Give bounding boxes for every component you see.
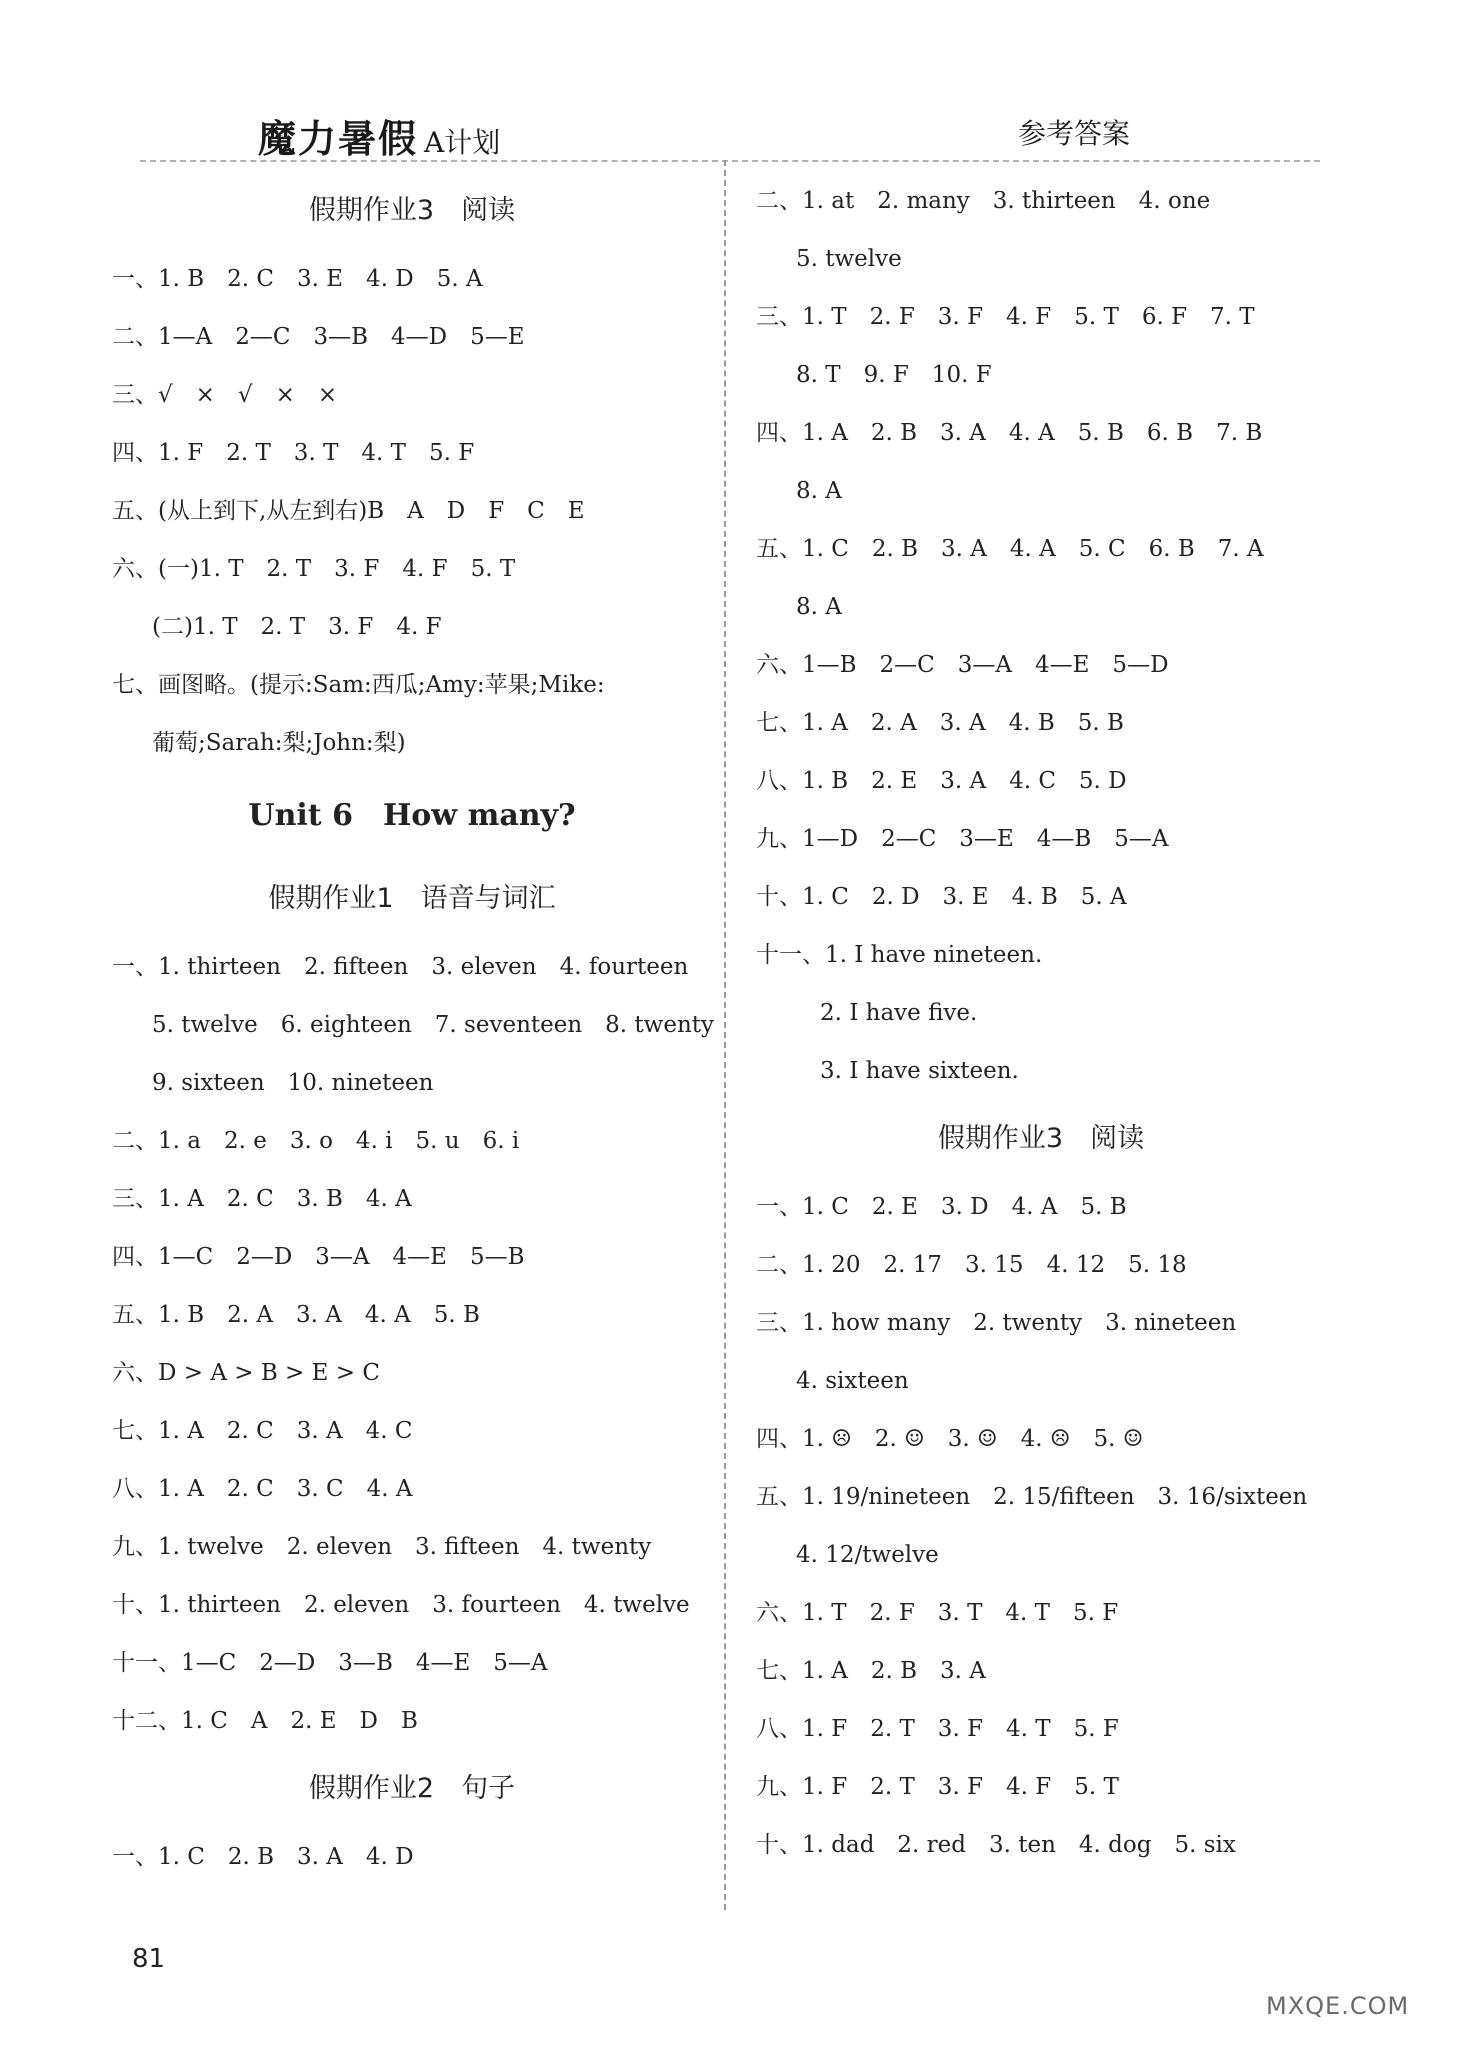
answer-line: 五、1. C 2. B 3. A 4. A 5. C 6. B 7. A: [756, 536, 1264, 562]
answer-line: 2. I have five.: [820, 1000, 978, 1026]
answer-line: 三、1. how many 2. twenty 3. nineteen: [756, 1310, 1237, 1336]
answer-line: 一、1. B 2. C 3. E 4. D 5. A: [112, 266, 483, 292]
answer-line: 十、1. thirteen 2. eleven 3. fourteen 4. twelve: [112, 1592, 690, 1618]
answer-line: 十二、1. C A 2. E D B: [112, 1708, 418, 1734]
answer-line: 8. A: [796, 594, 842, 620]
column-divider: [724, 160, 726, 1910]
book-title-sub: A计划: [424, 126, 501, 159]
answer-line: 七、画图略。(提示:Sam:西瓜;Amy:苹果;Mike:: [112, 672, 605, 698]
answer-line: 三、1. A 2. C 3. B 4. A: [112, 1186, 412, 1212]
answer-line: 十一、1—C 2—D 3—B 4—E 5—A: [112, 1650, 548, 1676]
answer-line: 四、1—C 2—D 3—A 4—E 5—B: [112, 1244, 525, 1270]
answer-line: 十、1. dad 2. red 3. ten 4. dog 5. six: [756, 1832, 1236, 1858]
answer-line: 九、1. F 2. T 3. F 4. F 5. T: [756, 1774, 1119, 1800]
answer-line: 8. T 9. F 10. F: [796, 362, 992, 388]
answer-line: 四、1. ☹ 2. ☺ 3. ☺ 4. ☹ 5. ☺: [756, 1426, 1144, 1452]
answer-line: 五、1. B 2. A 3. A 4. A 5. B: [112, 1302, 480, 1328]
answer-line: 二、1—A 2—C 3—B 4—D 5—E: [112, 324, 525, 350]
answer-line: 二、1. at 2. many 3. thirteen 4. one: [756, 188, 1211, 214]
page-heading: 参考答案: [1018, 117, 1131, 150]
answer-line: 二、1. a 2. e 3. o 4. i 5. u 6. i: [112, 1128, 520, 1154]
section-heading: 假期作业3 阅读: [308, 195, 516, 226]
answer-line: 十一、1. I have nineteen.: [756, 942, 1043, 968]
left-column: [112, 172, 715, 1886]
answer-line: 三、√ × √ × ×: [112, 382, 338, 408]
answer-line: 一、1. C 2. E 3. D 4. A 5. B: [756, 1194, 1127, 1220]
answer-line: 十、1. C 2. D 3. E 4. B 5. A: [756, 884, 1127, 910]
answer-line: 5. twelve: [796, 246, 902, 272]
answer-line: 四、1. A 2. B 3. A 4. A 5. B 6. B 7. B: [756, 420, 1263, 446]
answer-line: 五、1. 19/nineteen 2. 15/fifteen 3. 16/sixteen: [756, 1484, 1308, 1510]
answer-line: (二)1. T 2. T 3. F 4. F: [152, 614, 442, 640]
book-title-main: 魔力暑假: [258, 116, 419, 161]
answer-line: 8. A: [796, 478, 842, 504]
answer-line: 九、1—D 2—C 3—E 4—B 5—A: [756, 826, 1169, 852]
answer-line: 一、1. C 2. B 3. A 4. D: [112, 1844, 414, 1870]
answer-line: 六、D > A > B > E > C: [112, 1360, 380, 1386]
answer-line: 9. sixteen 10. nineteen: [152, 1070, 434, 1096]
answer-line: 九、1. twelve 2. eleven 3. fifteen 4. twenty: [112, 1534, 652, 1560]
answer-line: 一、1. thirteen 2. fifteen 3. eleven 4. fourteen: [112, 954, 689, 980]
answer-line: 葡萄;Sarah:梨;John:梨): [152, 730, 406, 756]
answer-line: 5. twelve 6. eighteen 7. seventeen 8. twenty: [152, 1012, 715, 1038]
section-heading: 假期作业3 阅读: [937, 1123, 1145, 1154]
answer-line: 3. I have sixteen.: [820, 1058, 1019, 1084]
book-title: [258, 108, 500, 163]
page-number: 81: [132, 1944, 166, 1974]
section-heading: 假期作业1 语音与词汇: [268, 883, 556, 914]
header-divider: [140, 160, 1320, 162]
answer-line: 八、1. A 2. C 3. C 4. A: [112, 1476, 413, 1502]
answer-line: 4. 12/twelve: [796, 1542, 939, 1568]
answer-line: 八、1. B 2. E 3. A 4. C 5. D: [756, 768, 1127, 794]
answer-line: 三、1. T 2. F 3. F 4. F 5. T 6. F 7. T: [756, 304, 1255, 330]
answer-line: 六、1. T 2. F 3. T 4. T 5. F: [756, 1600, 1119, 1626]
answer-line: 六、1—B 2—C 3—A 4—E 5—D: [756, 652, 1169, 678]
answer-line: 八、1. F 2. T 3. F 4. T 5. F: [756, 1716, 1119, 1742]
answer-line: 七、1. A 2. B 3. A: [756, 1658, 986, 1684]
answer-line: 五、(从上到下,从左到右)B A D F C E: [112, 498, 585, 524]
section-heading: 假期作业2 句子: [308, 1773, 516, 1804]
answer-line: 六、(一)1. T 2. T 3. F 4. F 5. T: [112, 556, 516, 582]
answer-line: 二、1. 20 2. 17 3. 15 4. 12 5. 18: [756, 1252, 1187, 1278]
unit-heading: Unit 6 How many?: [248, 798, 576, 833]
answer-line: 七、1. A 2. C 3. A 4. C: [112, 1418, 413, 1444]
answer-line: 4. sixteen: [796, 1368, 909, 1394]
answer-line: 七、1. A 2. A 3. A 4. B 5. B: [756, 710, 1124, 736]
right-column: [756, 172, 1326, 1874]
watermark: MXQE.COM: [1266, 1992, 1410, 2020]
answer-line: 四、1. F 2. T 3. T 4. T 5. F: [112, 440, 475, 466]
